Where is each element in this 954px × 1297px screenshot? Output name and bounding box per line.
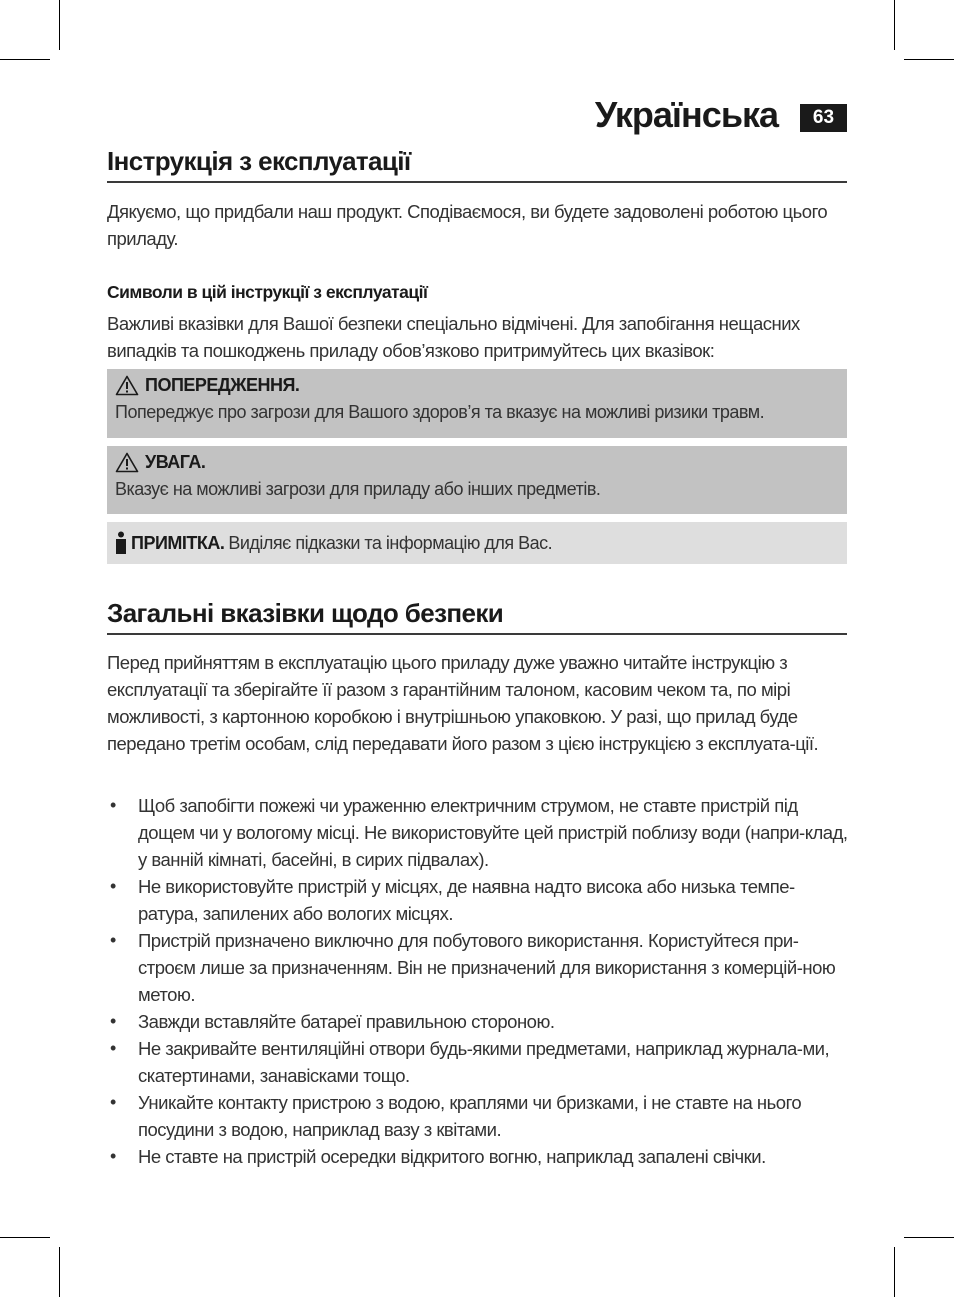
list-item xyxy=(107,1035,852,1089)
list-item-text: Не закривайте вентиляційні отвори будь-якими предметами, наприклад журнала-ми, скатертинами, занавісками тощо. xyxy=(138,1038,830,1086)
crop-mark xyxy=(59,0,60,50)
bullet-dot: • xyxy=(110,795,116,815)
note-row xyxy=(115,531,839,555)
list-item xyxy=(107,873,852,927)
manual-title: Інструкція з експлуатації xyxy=(107,146,847,183)
page-number: 63 xyxy=(800,104,847,132)
crop-mark xyxy=(904,1237,954,1238)
bullet-dot: • xyxy=(110,1011,116,1031)
caution-text: Вказує на можливі загрози для приладу або інших предметів. xyxy=(115,479,601,499)
crop-mark xyxy=(59,1247,60,1297)
list-item xyxy=(107,792,852,873)
crop-mark xyxy=(894,0,895,50)
list-item xyxy=(107,927,852,1008)
crop-mark xyxy=(894,1247,895,1297)
note-text: Виділяє підказки та інформацію для Вас. xyxy=(228,532,553,553)
crop-mark xyxy=(0,59,50,60)
crop-mark xyxy=(904,59,954,60)
list-item-text: Не ставте на пристрій осередки відкритого вогню, наприклад запалені свічки. xyxy=(138,1146,766,1167)
list-item-text: Уникайте контакту пристрою з водою, краплями чи бризками, і не ставте на нього посудини з водою, наприклад вазу з квітами. xyxy=(138,1092,802,1140)
safety-bullet-list xyxy=(107,792,852,1170)
warning-box xyxy=(107,369,847,438)
info-icon xyxy=(115,531,127,555)
bullet-dot: • xyxy=(110,930,116,950)
language-title: Українська xyxy=(594,94,778,135)
warning-text: Попереджує про загрози для Вашого здоров’я та вказує на можливі ризики травм. xyxy=(115,402,765,422)
list-item-text: Не використовуйте пристрій у місцях, де наявна надто висока або низька темпе-ратура, запилених або вологих місцях. xyxy=(138,876,795,924)
caution-box xyxy=(107,446,847,514)
note-box xyxy=(107,522,847,564)
bullet-dot: • xyxy=(110,876,116,896)
list-item-text: Пристрій призначено виключно для побутового використання. Користуйтеся при-строєм лише за призначенням. Він не призначений для використання з комерцій-ною метою. xyxy=(138,930,836,1005)
bullet-dot: • xyxy=(110,1038,116,1058)
warning-triangle-icon xyxy=(115,375,139,396)
safety-intro: Перед прийняттям в експлуатацію цього приладу дуже уважно читайте інструкцію з експлуатації та зберігайте її разом з гарантійним талоном, касовим чеком та, по мірі можливості, з картонною коробкою і внутрішньою упаковкою. У разі, що прилад буде передано третім особам, слід передавати його разом з цією інструкцією з експлуата-ції. xyxy=(107,652,819,754)
list-item xyxy=(107,1143,852,1170)
list-item-text: Щоб запобігти пожежі чи ураженню електричним струмом, не ставте пристрій під дощем чи у вологому місці. Не використовуйте цей пристрій поблизу води (напри-клад, у ванній кімнаті, басейні, в сирих підвалах). xyxy=(138,795,848,870)
crop-mark xyxy=(0,1237,50,1238)
bullet-dot: • xyxy=(110,1146,116,1166)
bullet-dot: • xyxy=(110,1092,116,1112)
caution-header xyxy=(115,452,839,473)
symbols-heading: Символи в цій інструкції з експлуатації xyxy=(107,282,428,302)
list-item xyxy=(107,1008,852,1035)
symbols-paragraph: Важливі вказівки для Вашої безпеки спеціально відмічені. Для запобігання нещасних випадків та пошкоджень приладу обов’язково притримуйтесь цих вказівок: xyxy=(107,313,800,361)
warning-header xyxy=(115,375,839,396)
warning-triangle-icon xyxy=(115,452,139,473)
note-label: ПРИМІТКА. xyxy=(131,532,225,553)
warning-label: ПОПЕРЕДЖЕННЯ. xyxy=(145,375,300,395)
intro-paragraph: Дякуємо, що придбали наш продукт. Сподіваємося, ви будете задоволені роботою цього приладу. xyxy=(107,201,828,249)
list-item xyxy=(107,1089,852,1143)
safety-title: Загальні вказівки щодо безпеки xyxy=(107,598,847,635)
list-item-text: Завжди вставляйте батареї правильною стороною. xyxy=(138,1011,555,1032)
caution-label: УВАГА. xyxy=(145,452,206,472)
